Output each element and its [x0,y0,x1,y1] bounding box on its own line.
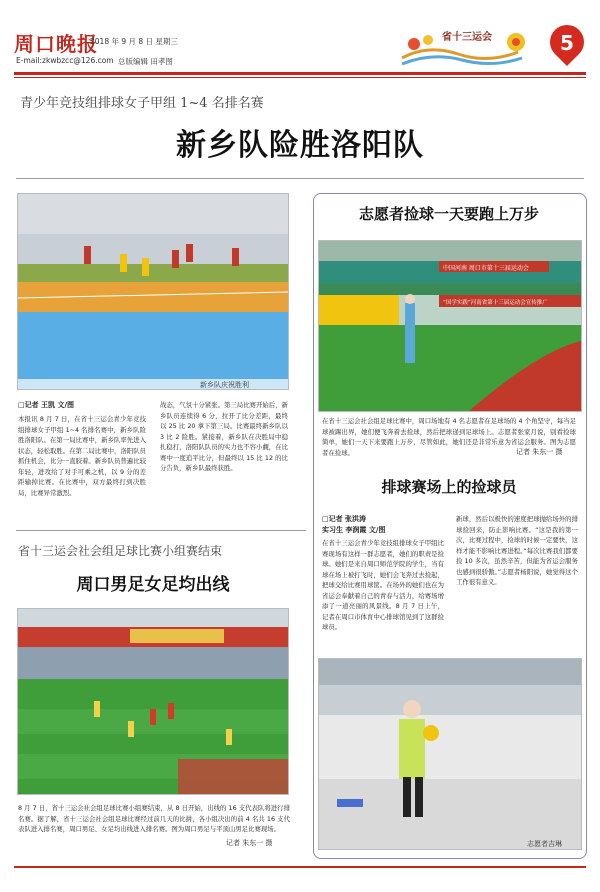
footer-rule [14,866,586,868]
masthead-rule-thin [14,77,586,78]
stadium-sign: 中国河南 周口市第十三届运动会 [443,265,529,272]
volleyball-photo [17,193,289,390]
sidebar-headline-2: 排球赛场上的捡球员 [381,478,517,496]
volunteer-volleyball-photo [318,658,582,850]
football-body: 8 月 7 日，省十三运会社会组足球比赛小组赛结束，从 8 日开始，出线的 16 支代表队将进行排名赛。据了解，省十三运会社会组足球比赛经过前几天的比拼，各小组决出的前 4 名共 16 支代表队进入排名赛，周口男足、女足均出线进入排名赛。图为周口男足与平顶山男足比赛现场。 [18,804,290,833]
sidebar-body2-col1: 在省十三运会青少年竞技组排球女子甲组比赛现场有这样一群志愿者，她们的职责是捡球。她们是来自周口师范学院的学生，当有球在场上被打飞时，她们会飞奔过去捡起，把球交给比赛用球筐。在场外的她们也在为省运会奉献着自己的青春与活力，给赛场增添了一道亮丽的风景线。8 月 7 日上午，记者在周口市体育中心排球馆见到了这群捡球员。 [322,539,444,631]
football-headline: 周口男足女足均出线 [76,575,230,595]
sidebar-credit: 记者 朱东一 摄 [516,448,563,456]
masthead-rule [14,72,586,75]
games-logo [398,24,546,70]
lead-headline: 新乡队险胜洛阳队 [176,128,424,163]
sidebar-headline: 志愿者捡球一天要跑上万步 [358,205,539,223]
lead-byline: □记者 王凯 文/图 [18,401,75,409]
contact-email: E-mail:zkwbzcc@126.com [16,56,114,65]
newspaper-logo: 周口晚报 [14,32,98,56]
football-credit: 记者 朱东一 摄 [226,839,273,847]
football-kicker: 省十三运会社会组足球比赛小组赛结束 [18,544,223,558]
page-number: 5 [560,31,574,55]
sidebar-body: 在省十三运会社会组足球比赛中，周口场地有 4 名志愿者在足球场的 4 个角坚守，每当足球被踢出界，她们便飞奔着去捡球，然后把球递到足球场上。志愿者张家月说，别看捡球简单，她们一天下来要跑上万步，尽管如此，她们还是非常乐意为省运会服务。图为志愿者在捡球。 [322,417,576,457]
issue-date: 2018 年 9 月 8 日 星期三 [90,37,178,46]
sidebar-body2-col2: 新球，然后以极快的速度把球抛给场外的排球捡回来，防止影响比赛。“这是我的第一次，比赛过程中，捡球的时候一定要快，这样才能不影响比赛进程。”每次比赛我们都要捡 10 多次，虽然辛苦，但能为省运会服务也感到很骄傲。”志愿者杨阳说，她觉得这个工作很有意义。 [456,515,578,586]
sidebar-byline-2b: 实习生 李润霞 文/图 [322,526,386,534]
lead-body-col2: 战态，气氛十分紧张。第三局比赛开始后，新乡队员连续得 6 分，拉开了比分差距，最终以 25 比 20 拿下第三局。比赛最终新乡队以 3 比 2 险胜。紧接着，新乡队在决胜局中稳扎稳打，洛阳队队员的实力也不容小觑，在比赛中一度追平比分，但最终以 15 比 12 的比分告负，新乡队最终获胜。 [160,401,288,472]
divider [16,178,584,179]
games-logo-text: 省十三运会 [442,32,492,43]
divider [16,530,306,531]
volleyball-photo-caption: 新乡队庆祝胜利 [200,381,249,389]
page-editor: 总版编辑 田孝图 [118,57,173,66]
volunteer-football-photo [318,240,582,412]
lead-body-col1: 本报讯 8 月 7 日，在省十三运会青少年竞技组排球女子甲组 1~4 名排名赛中，新乡队险胜洛阳队。在第一局比赛中，新乡队率先进入状态，轻松取胜。在第二局比赛中，洛阳队员抓住机会，比分一直胶着。新乡队员普遍比较年轻，进攻给了对手可乘之机，以 9 分的差距输掉比赛。在比赛中，双方最终打到决胜局，比赛异常激烈。 [18,415,146,497]
volunteer-photo-caption: 志愿者吉琳 [527,840,562,848]
stadium-banner: “国学实践”河南省第十三届运动会宣传推广 [443,300,548,306]
lead-kicker: 青少年竞技组排球女子甲组 1~4 名排名赛 [20,96,264,111]
football-photo [17,608,289,795]
sidebar-byline-2a: □记者 张洪涛 [322,515,367,523]
